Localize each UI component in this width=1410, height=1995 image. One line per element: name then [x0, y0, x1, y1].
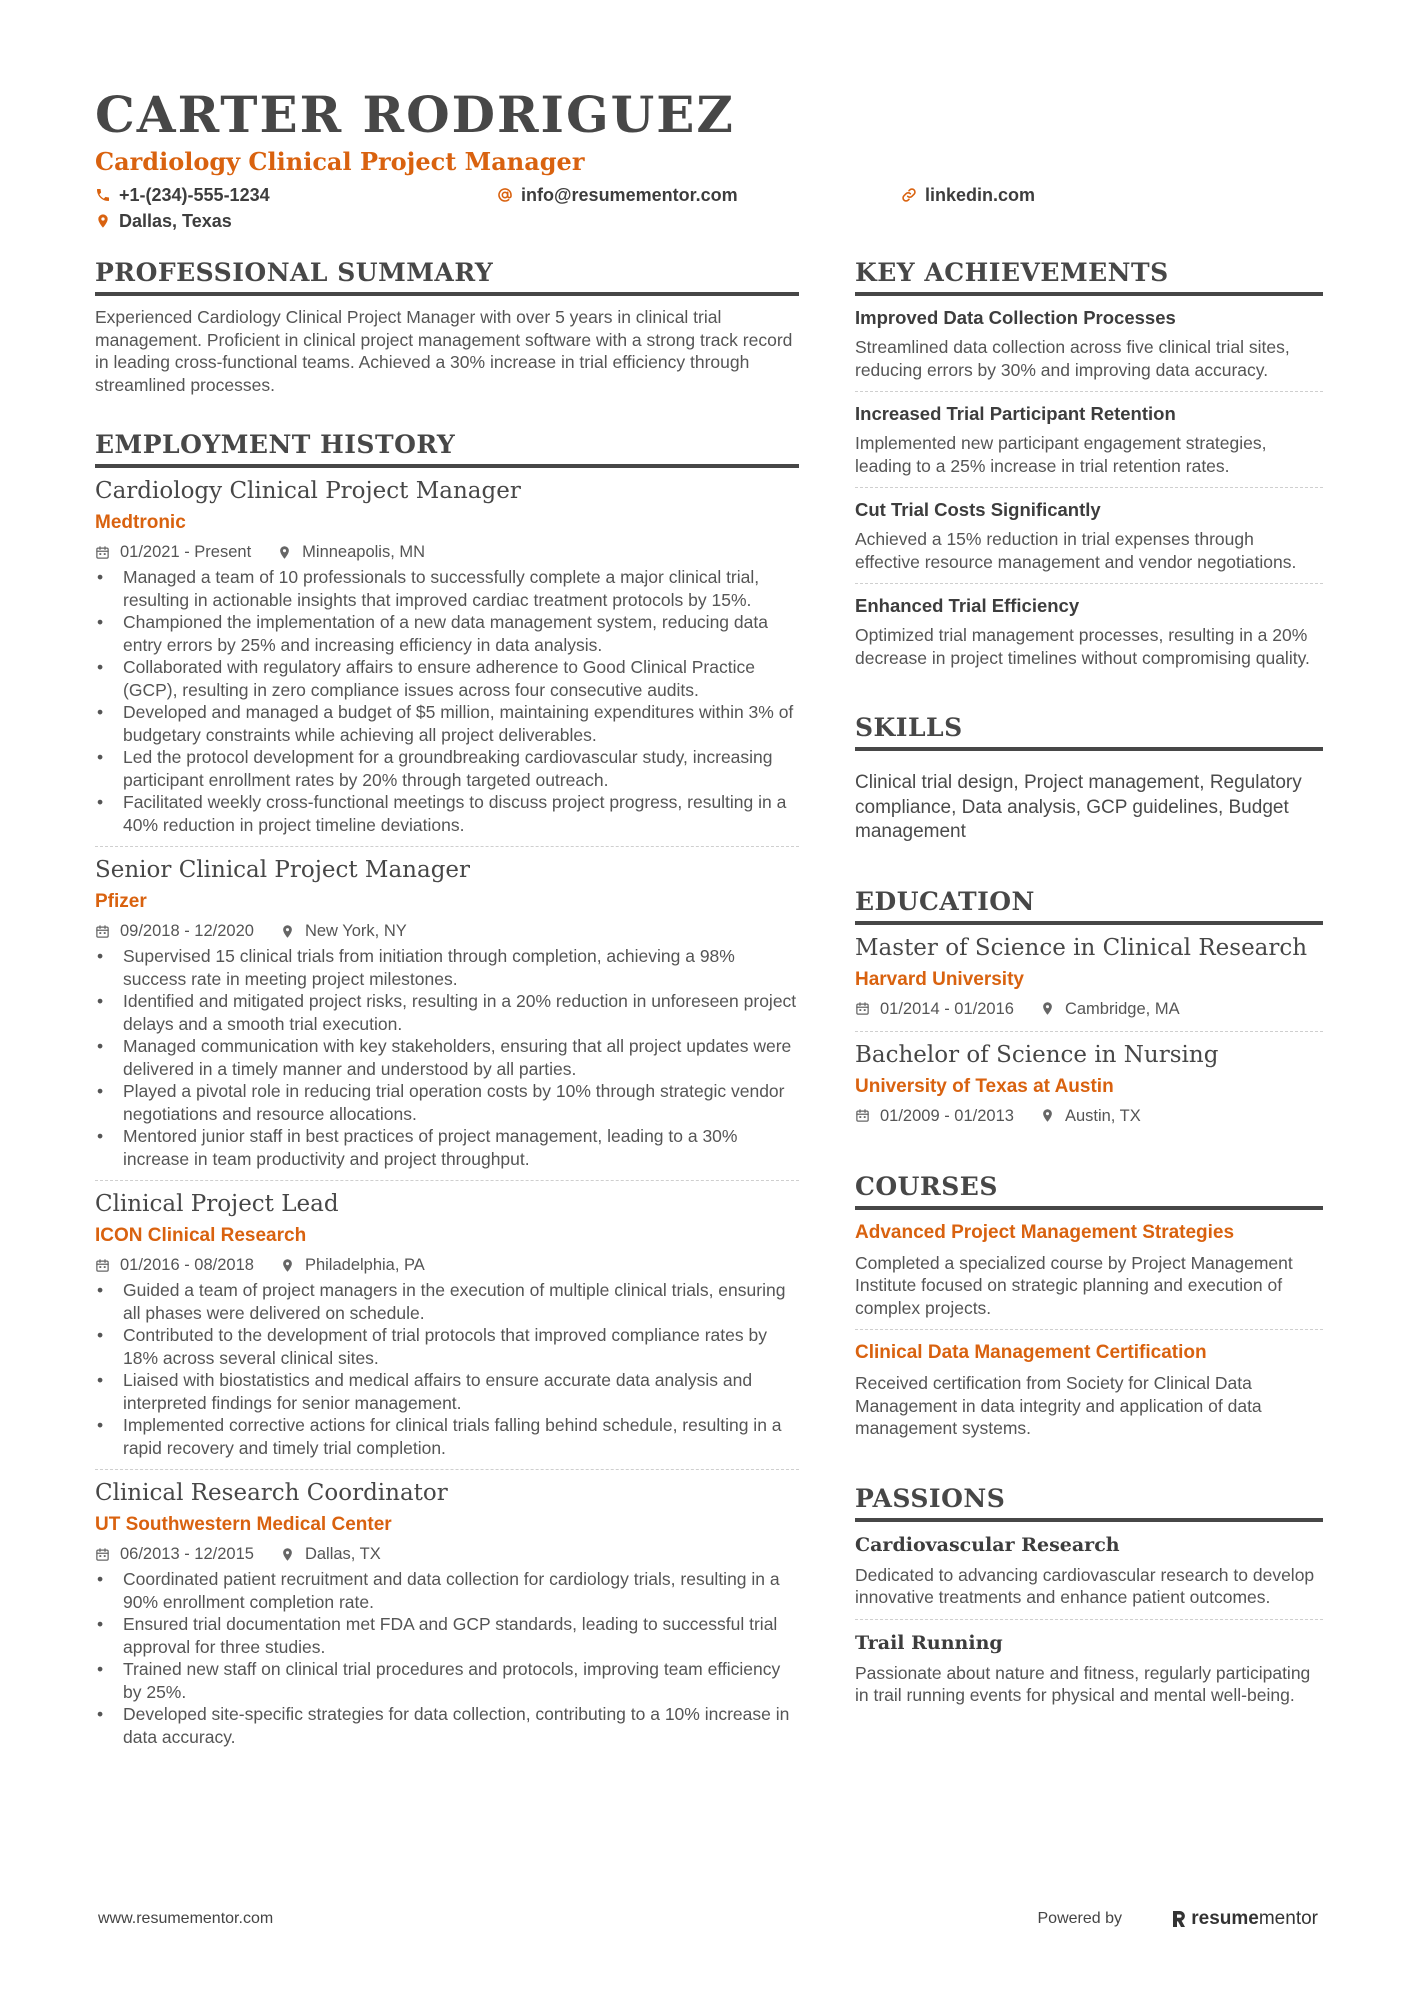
- job-bullet: • Guided a team of project managers in the execution of multiple clinical trials, ensuring all phases were delivered on schedule.: [95, 1279, 799, 1324]
- job-entry: [95, 1470, 799, 1758]
- map-pin-icon: [277, 545, 292, 560]
- school-name: Harvard University: [855, 968, 1024, 990]
- date-location-row: [95, 540, 799, 564]
- location-text: Philadelphia, PA: [304, 1256, 425, 1274]
- location: [280, 1542, 381, 1566]
- job-bullet: • Trained new staff on clinical trial procedures and protocols, improving team efficiency by 25%.: [95, 1658, 799, 1703]
- contact-email[interactable]: [497, 182, 738, 208]
- job-bullet: • Led the protocol development for a groundbreaking cardiovascular study, increasing participant enrollment rates by 20% through targeted outreach.: [95, 746, 799, 791]
- skills-section: [855, 711, 1323, 845]
- date-range: 01/2016 - 08/2018: [120, 1256, 254, 1274]
- job-title: Cardiology Clinical Project Manager: [95, 478, 521, 504]
- job-bullet: • Coordinated patient recruitment and data collection for cardiology trials, resulting in a 90% enrollment completion rate.: [95, 1568, 799, 1613]
- education-heading: EDUCATION: [855, 885, 1323, 925]
- candidate-name: CARTER RODRIGUEZ: [95, 85, 735, 144]
- job-bullet: • Identified and mitigated project risks, resulting in a 20% reduction in unforeseen project delays and a smooth trial execution.: [95, 990, 799, 1035]
- summary-section: [95, 256, 799, 396]
- job-bullet: • Developed and managed a budget of $5 million, maintaining expenditures within 3% of budgetary constraints while achieving all project deliverables.: [95, 701, 799, 746]
- education-list: [855, 925, 1323, 1138]
- calendar-icon: [855, 1001, 870, 1016]
- left-column: [95, 256, 799, 1796]
- job-bullet: • Developed site-specific strategies for data collection, contributing to a 10% increase in data accuracy.: [95, 1703, 799, 1748]
- job-entry: [95, 847, 799, 1181]
- courses-heading: COURSES: [855, 1170, 1323, 1210]
- job-entry: [95, 468, 799, 847]
- skills-text: Clinical trial design, Project management, Regulatory compliance, Data analysis, GCP guidelines, Budget management: [855, 772, 1302, 842]
- date-location-row: [95, 919, 799, 943]
- achievement-title: Increased Trial Participant Retention: [855, 403, 1176, 424]
- job-title: Senior Clinical Project Manager: [95, 857, 471, 883]
- achievement-title: Cut Trial Costs Significantly: [855, 499, 1101, 520]
- candidate-role: Cardiology Clinical Project Manager: [95, 147, 585, 176]
- calendar-icon: [855, 1108, 870, 1123]
- achievement-desc: Implemented new participant engagement strategies, leading to a 25% increase in trial retention rates.: [855, 433, 1267, 476]
- achievement-desc: Streamlined data collection across five clinical trial sites, reducing errors by 30% and improving data accuracy.: [855, 337, 1290, 380]
- location-text: Austin, TX: [1064, 1106, 1141, 1125]
- job-bullet: • Managed a team of 10 professionals to successfully complete a major clinical trial, resulting in actionable insights that improved cardiac treatment protocols by 15%.: [95, 566, 799, 611]
- course-desc: Completed a specialized course by Project Management Institute focused on strategic planning and execution of complex projects.: [855, 1252, 1293, 1318]
- achievement-item: [855, 392, 1323, 488]
- job-bullets: [95, 1279, 799, 1459]
- job-bullet: • Mentored junior staff in best practices of project management, leading to a 30% increase in team productivity and project throughput.: [95, 1125, 799, 1170]
- date-location-row: [95, 1253, 799, 1277]
- footer-powered-by: Powered by: [1037, 1910, 1122, 1927]
- location-text: Cambridge, MA: [1064, 999, 1180, 1018]
- job-bullet: • Liaised with biostatistics and medical affairs to ensure accurate data analysis and interpreted findings for senior management.: [95, 1369, 799, 1414]
- calendar-icon: [95, 1547, 110, 1562]
- resumementor-logo-icon: [1171, 1909, 1187, 1929]
- map-pin-icon: [1040, 1108, 1055, 1123]
- passion-list: [855, 1522, 1323, 1717]
- job-bullet: • Ensured trial documentation met FDA and GCP standards, leading to successful trial approval for three studies.: [95, 1613, 799, 1658]
- job-bullet: • Championed the implementation of a new data management system, reducing data entry errors by 25% and increasing efficiency in data analysis.: [95, 611, 799, 656]
- location-text: Dallas, TX: [304, 1545, 381, 1563]
- achievements-section: [855, 256, 1323, 679]
- passion-desc: Dedicated to advancing cardiovascular research to develop innovative treatments and enhance patient outcomes.: [855, 1564, 1315, 1607]
- courses-section: [855, 1170, 1323, 1450]
- job-list: [95, 468, 799, 1758]
- course-list: [855, 1210, 1323, 1450]
- course-item: [855, 1210, 1323, 1331]
- summary-text: Experienced Cardiology Clinical Project Manager with over 5 years in clinical trial management. Proficient in clinical project management software with a strong track record in leading cross-functional teams. Achieved a 30% increase in trial efficiency through streamlined processes.: [95, 307, 793, 395]
- job-bullets: [95, 1568, 799, 1748]
- passions-heading: PASSIONS: [855, 1482, 1323, 1522]
- achievement-desc: Achieved a 15% reduction in trial expenses through effective resource management and vendor negotiations.: [855, 529, 1297, 572]
- page-footer: [98, 1908, 1318, 1934]
- email-text: info@resumementor.com: [521, 185, 738, 205]
- contact-location: [95, 208, 232, 234]
- job-bullet: • Managed communication with key stakeholders, ensuring that all project updates were delivered in a timely manner and understood by all parties.: [95, 1035, 799, 1080]
- education-section: [855, 885, 1323, 1138]
- passion-title: Cardiovascular Research: [855, 1533, 1120, 1556]
- date-range: 09/2018 - 12/2020: [120, 922, 254, 940]
- course-item: [855, 1330, 1323, 1450]
- map-pin-icon: [1040, 1001, 1055, 1016]
- employment-section: [95, 428, 799, 1758]
- company-name: Medtronic: [95, 512, 186, 533]
- contact-linkedin[interactable]: [901, 182, 1035, 208]
- phone-icon: [95, 187, 111, 203]
- date-range: 01/2009 - 01/2013: [880, 1106, 1014, 1125]
- link-icon: [901, 187, 917, 203]
- calendar-icon: [95, 924, 110, 939]
- date-location-row: [95, 1542, 799, 1566]
- job-title: Clinical Research Coordinator: [95, 1480, 448, 1506]
- location: [277, 540, 425, 564]
- company-name: UT Southwestern Medical Center: [95, 1514, 392, 1535]
- passion-desc: Passionate about nature and fitness, regularly participating in trail running events for physical and mental well-being.: [855, 1662, 1311, 1705]
- resume-header: [95, 86, 1325, 234]
- job-entry: [95, 1181, 799, 1470]
- job-bullet: • Collaborated with regulatory affairs to ensure adherence to Good Clinical Practice (GCP), resulting in zero compliance issues across four consecutive audits.: [95, 656, 799, 701]
- achievement-title: Enhanced Trial Efficiency: [855, 595, 1080, 616]
- school-name: University of Texas at Austin: [855, 1075, 1114, 1097]
- date-range: 01/2021 - Present: [120, 543, 252, 561]
- achievement-desc: Optimized trial management processes, resulting in a 20% decrease in project timelines without compromising quality.: [855, 625, 1310, 668]
- calendar-icon: [95, 1258, 110, 1273]
- company-name: ICON Clinical Research: [95, 1225, 307, 1246]
- date-location-row: [855, 1104, 1323, 1128]
- location: [1040, 1104, 1141, 1128]
- job-bullet: • Supervised 15 clinical trials from initiation through completion, achieving a 98% success rate in meeting project milestones.: [95, 945, 799, 990]
- job-title: Clinical Project Lead: [95, 1191, 339, 1217]
- degree-title: Bachelor of Science in Nursing: [855, 1041, 1219, 1068]
- achievement-title: Improved Data Collection Processes: [855, 307, 1176, 328]
- footer-website-link[interactable]: www.resumementor.com: [98, 1910, 274, 1927]
- degree-title: Master of Science in Clinical Research: [855, 934, 1308, 961]
- brand-bold-text: resume: [1191, 1908, 1259, 1929]
- footer-brand-logo[interactable]: [1171, 1908, 1318, 1930]
- linkedin-text: linkedin.com: [925, 185, 1036, 205]
- education-item: [855, 1032, 1323, 1138]
- phone-text: +1-(234)-555-1234: [119, 185, 270, 205]
- summary-heading: PROFESSIONAL SUMMARY: [95, 256, 799, 296]
- passions-section: [855, 1482, 1323, 1717]
- contact-phone[interactable]: [95, 182, 270, 208]
- job-bullet: • Implemented corrective actions for clinical trials falling behind schedule, resulting in a rapid recovery and timely trial completion.: [95, 1414, 799, 1459]
- location: [280, 919, 407, 943]
- location-text: Minneapolis, MN: [302, 543, 426, 561]
- date-range: 01/2014 - 01/2016: [880, 999, 1014, 1018]
- company-name: Pfizer: [95, 891, 147, 912]
- job-bullet: • Contributed to the development of trial protocols that improved compliance rates by 18% across several clinical sites.: [95, 1324, 799, 1369]
- right-column: [855, 256, 1323, 1755]
- achievement-item: [855, 584, 1323, 679]
- course-desc: Received certification from Society for Clinical Data Management in data integrity and application of data management systems.: [855, 1373, 1262, 1438]
- job-bullets: [95, 566, 799, 836]
- job-bullet: • Played a pivotal role in reducing trial operation costs by 10% through strategic vendor negotiations and resource allocations.: [95, 1080, 799, 1125]
- contact-info: [95, 182, 1325, 234]
- map-pin-icon: [280, 924, 295, 939]
- passion-item: [855, 1522, 1323, 1620]
- location-text: New York, NY: [304, 922, 407, 940]
- map-pin-icon: [95, 213, 111, 229]
- course-title: Clinical Data Management Certification: [855, 1342, 1207, 1363]
- achievement-item: [855, 296, 1323, 392]
- map-pin-icon: [280, 1258, 295, 1273]
- passion-title: Trail Running: [855, 1631, 1003, 1654]
- education-item: [855, 925, 1323, 1032]
- location: [1040, 997, 1180, 1021]
- achievement-item: [855, 488, 1323, 584]
- calendar-icon: [95, 545, 110, 560]
- location-text: Dallas, Texas: [119, 211, 232, 231]
- employment-heading: EMPLOYMENT HISTORY: [95, 428, 799, 468]
- skills-heading: SKILLS: [855, 711, 1323, 751]
- achievements-heading: KEY ACHIEVEMENTS: [855, 256, 1323, 296]
- passion-item: [855, 1620, 1323, 1717]
- course-title: Advanced Project Management Strategies: [855, 1221, 1235, 1243]
- date-range: 06/2013 - 12/2015: [120, 1545, 254, 1563]
- at-icon: [497, 187, 513, 203]
- job-bullet: • Facilitated weekly cross-functional meetings to discuss project progress, resulting in a 40% reduction in project timeline deviations.: [95, 791, 799, 836]
- achievement-list: [855, 296, 1323, 679]
- map-pin-icon: [280, 1547, 295, 1562]
- job-bullets: [95, 945, 799, 1170]
- brand-light-text: mentor: [1258, 1908, 1318, 1929]
- date-location-row: [855, 997, 1323, 1021]
- location: [280, 1253, 425, 1277]
